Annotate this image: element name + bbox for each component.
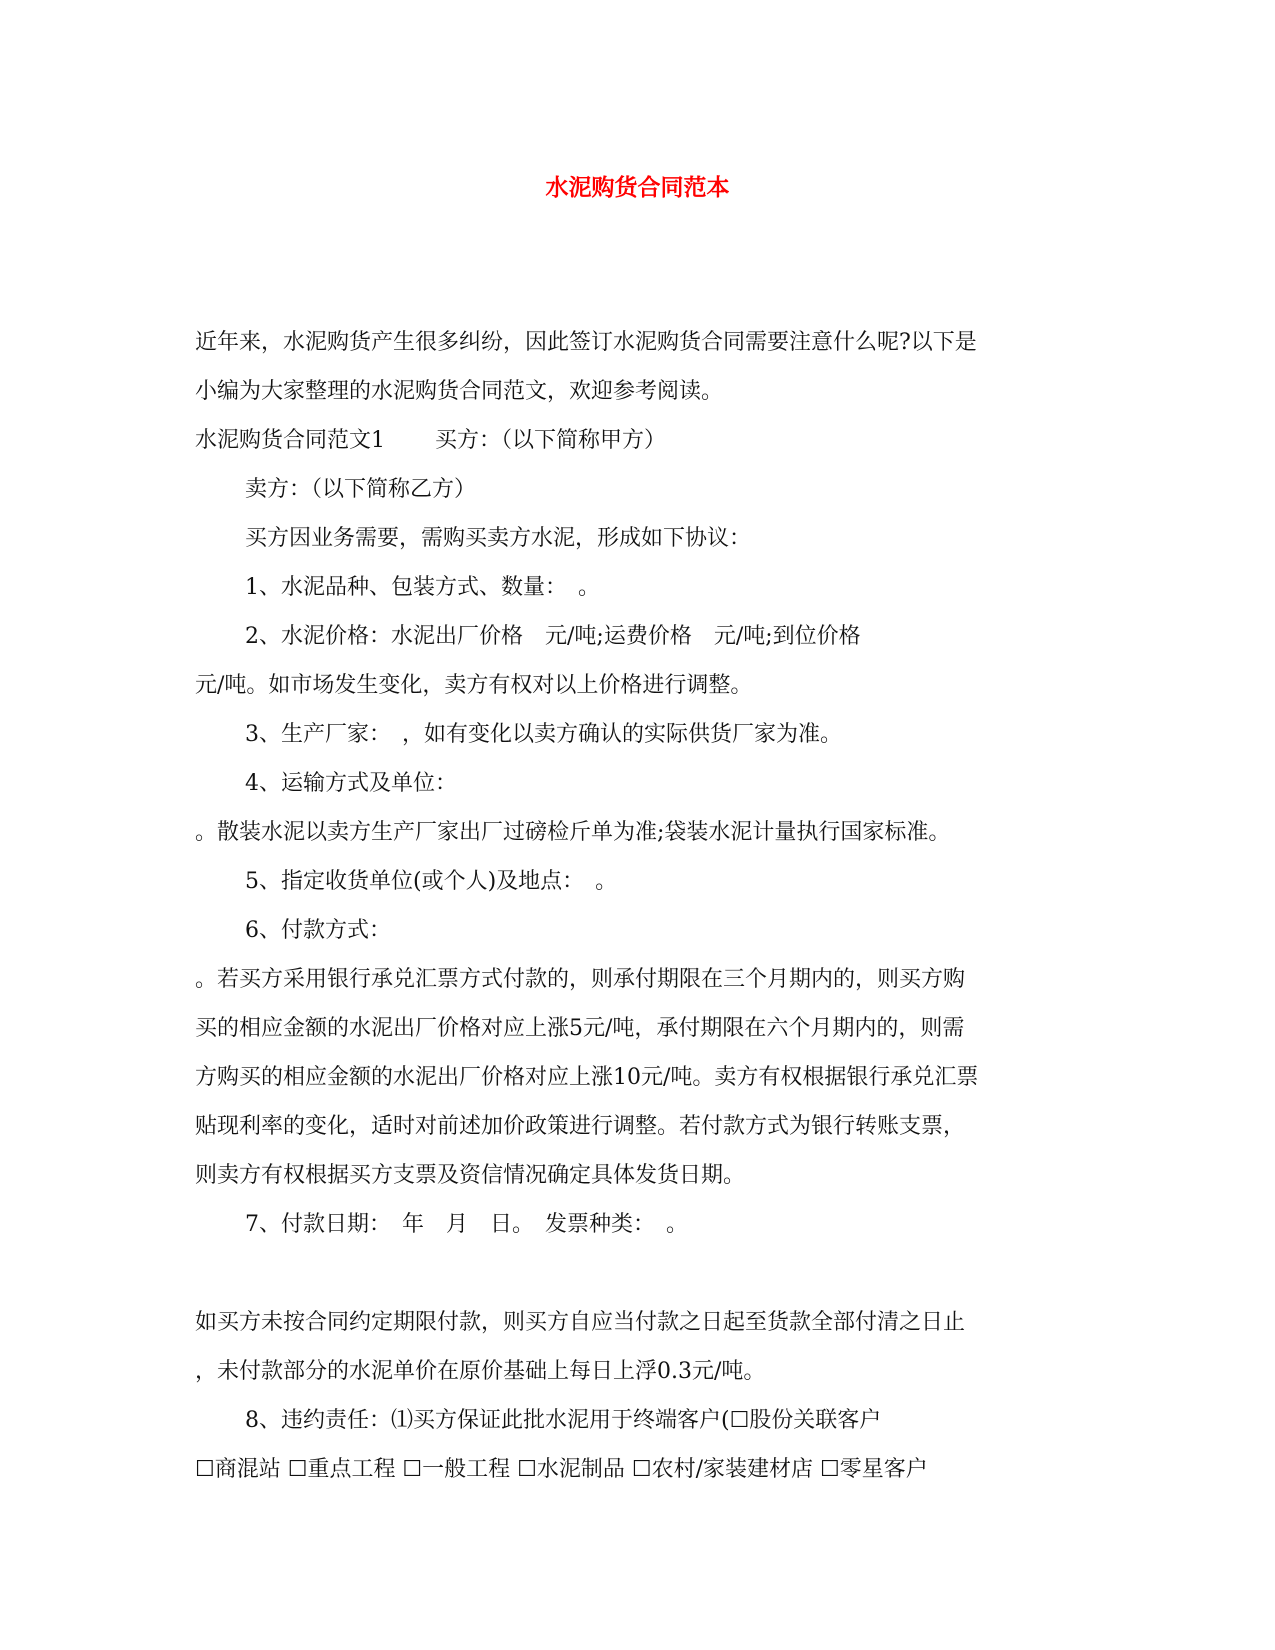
paragraph-line: 买的相应金额的水泥出厂价格对应上涨5元/吨，承付期限在六个月期内的，则需 <box>195 1016 965 1041</box>
contract-heading: 水泥购货合同范文1 <box>195 428 385 453</box>
paragraph-line: 则卖方有权根据买方支票及资信情况确定具体发货日期。 <box>195 1163 746 1188</box>
clause-line: 1、水泥品种、包装方式、数量： 。 <box>245 575 600 600</box>
paragraph-line: 近年来，水泥购货产生很多纠纷，因此签订水泥购货合同需要注意什么呢?以下是 <box>195 330 977 355</box>
paragraph-line: 方购买的相应金额的水泥出厂价格对应上涨10元/吨。卖方有权根据银行承兑汇票 <box>195 1065 979 1090</box>
clause-line: 7、付款日期： 年 月 日。 发票种类： 。 <box>245 1212 688 1237</box>
clause-line: 8、违约责任：⑴买方保证此批水泥用于终端客户(☐股份关联客户 <box>245 1408 882 1433</box>
contract-heading-line <box>195 416 1085 465</box>
paragraph-line: 。若买方采用银行承兑汇票方式付款的，则承付期限在三个月期内的，则买方购 <box>195 967 966 992</box>
paragraph-line: 元/吨。如市场发生变化，卖方有权对以上价格进行调整。 <box>195 673 753 698</box>
document-body <box>195 318 1085 1494</box>
paragraph-line: 。散装水泥以卖方生产厂家出厂过磅检斤单为准;袋装水泥计量执行国家标准。 <box>195 820 951 845</box>
paragraph-line: 贴现利率的变化，适时对前述加价政策进行调整。若付款方式为银行转账支票， <box>195 1114 966 1139</box>
paragraph-line: 买方因业务需要，需购买卖方水泥，形成如下协议： <box>245 526 752 551</box>
document-title: 水泥购货合同范本 <box>545 174 730 201</box>
paragraph-line: ，未付款部分的水泥单价在原价基础上每日上浮0.3元/吨。 <box>195 1359 766 1384</box>
paragraph-line: 小编为大家整理的水泥购货合同范文，欢迎参考阅读。 <box>195 379 724 404</box>
clause-line: 4、运输方式及单位： <box>245 771 457 796</box>
buyer-label: 买方：（以下简称甲方） <box>435 428 667 453</box>
paragraph-line: 卖方：（以下简称乙方） <box>245 477 477 502</box>
paragraph-line: 如买方未按合同约定期限付款，则买方自应当付款之日起至货款全部付清之日止 <box>195 1310 966 1335</box>
clause-line: 3、生产厂家： ，如有变化以卖方确认的实际供货厂家为准。 <box>245 722 842 747</box>
clause-line: 5、指定收货单位(或个人)及地点： 。 <box>245 869 618 894</box>
clause-line: 6、付款方式： <box>245 918 391 943</box>
blank-gap <box>195 1249 1085 1298</box>
checkbox-options-line: ☐商混站 ☐重点工程 ☐一般工程 ☐水泥制品 ☐农村/家装建材店 ☐零星客户 <box>195 1457 928 1482</box>
clause-line: 2、水泥价格：水泥出厂价格 元/吨;运费价格 元/吨;到位价格 <box>245 624 861 649</box>
